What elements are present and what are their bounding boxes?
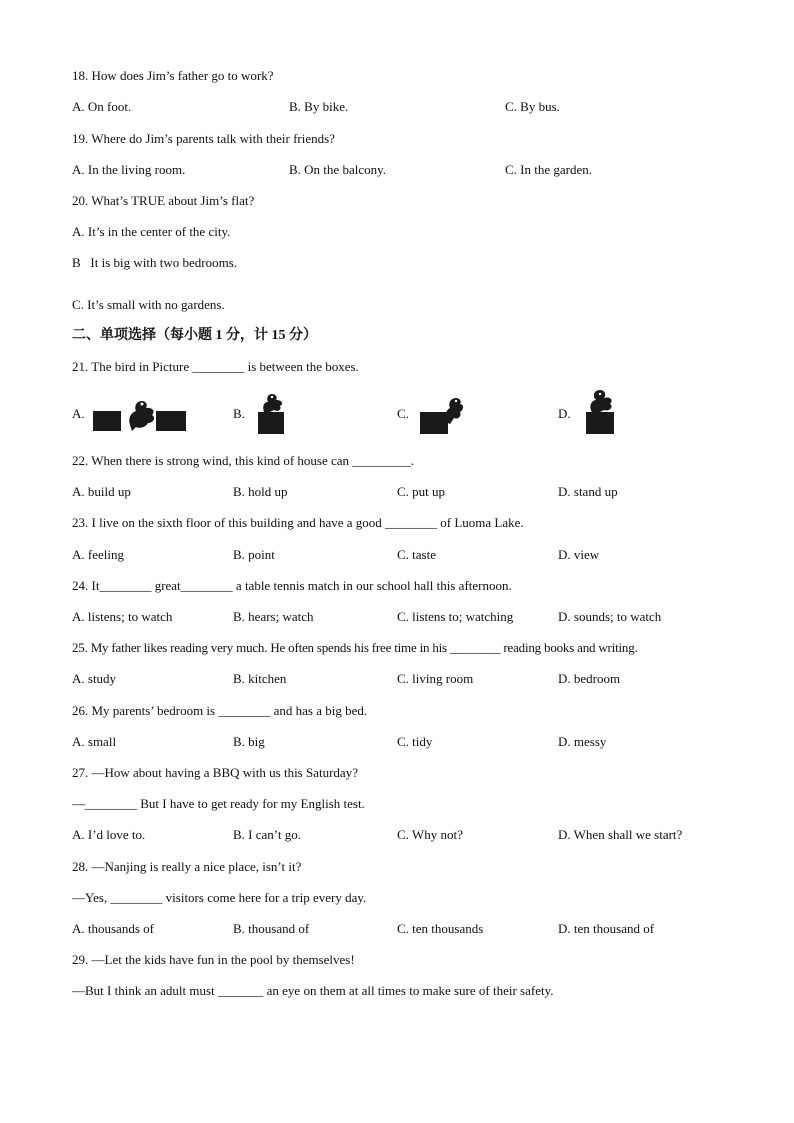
question-29-reply: —But I think an adult must _______ an eye on them at all times to make sure of their safety. bbox=[72, 983, 554, 998]
q25-option-b[interactable]: B. kitchen bbox=[233, 671, 287, 686]
picture-c-bird-beside-box[interactable] bbox=[418, 390, 466, 436]
q26-option-d[interactable]: D. messy bbox=[558, 734, 607, 749]
q25-option-c[interactable]: C. living room bbox=[397, 671, 474, 686]
q19-option-c[interactable]: C. In the garden. bbox=[505, 162, 593, 177]
question-19-stem: 19. Where do Jim’s parents talk with their friends? bbox=[72, 131, 335, 146]
q22-option-d[interactable]: D. stand up bbox=[558, 484, 618, 499]
q25-option-a[interactable]: A. study bbox=[72, 671, 117, 686]
q26-option-c[interactable]: C. tidy bbox=[397, 734, 433, 749]
q21-option-b-label[interactable]: B. bbox=[233, 406, 245, 421]
question-20-stem: 20. What’s TRUE about Jim’s flat? bbox=[72, 193, 255, 208]
section-heading: 二、单项选择（每小题 1 分，计 15 分） bbox=[72, 328, 317, 343]
q26-option-a[interactable]: A. small bbox=[72, 734, 117, 749]
question-18-stem: 18. How does Jim’s father go to work? bbox=[72, 68, 274, 83]
q20-option-b[interactable]: B It is big with two bedrooms. bbox=[72, 255, 238, 270]
q28-option-a[interactable]: A. thousands of bbox=[72, 921, 154, 936]
picture-b-bird-on-box[interactable] bbox=[254, 390, 290, 436]
q24-option-c[interactable]: C. listens to; watching bbox=[397, 609, 514, 624]
q24-option-b[interactable]: B. hears; watch bbox=[233, 609, 314, 624]
question-21-stem: 21. The bird in Picture ________ is between the boxes. bbox=[72, 359, 359, 374]
q24-option-d[interactable]: D. sounds; to watch bbox=[558, 609, 662, 624]
question-23-stem: 23. I live on the sixth floor of this building and have a good ________ of Luoma Lake. bbox=[72, 515, 524, 530]
q27-option-c[interactable]: C. Why not? bbox=[397, 827, 463, 842]
question-28-stem: 28. —Nanjing is really a nice place, isn’t it? bbox=[72, 859, 302, 874]
q22-option-b[interactable]: B. hold up bbox=[233, 484, 288, 499]
q23-option-a[interactable]: A. feeling bbox=[72, 547, 124, 562]
q19-option-a[interactable]: A. In the living room. bbox=[72, 162, 186, 177]
q18-option-c[interactable]: C. By bus. bbox=[505, 99, 560, 114]
q26-option-b[interactable]: B. big bbox=[233, 734, 265, 749]
q28-option-d[interactable]: D. ten thousand of bbox=[558, 921, 655, 936]
q19-option-b[interactable]: B. On the balcony. bbox=[289, 162, 386, 177]
question-29-stem: 29. —Let the kids have fun in the pool by themselves! bbox=[72, 952, 355, 967]
question-28-reply: —Yes, ________ visitors come here for a trip every day. bbox=[72, 890, 367, 905]
question-26-stem: 26. My parents’ bedroom is ________ and has a big bed. bbox=[72, 703, 368, 718]
q20-option-a[interactable]: A. It’s in the center of the city. bbox=[72, 224, 231, 239]
q27-option-d[interactable]: D. When shall we start? bbox=[558, 827, 683, 842]
q24-option-a[interactable]: A. listens; to watch bbox=[72, 609, 173, 624]
q20-option-c[interactable]: C. It’s small with no gardens. bbox=[72, 297, 225, 312]
picture-d-bird-on-box[interactable] bbox=[580, 388, 620, 436]
q25-option-d[interactable]: D. bedroom bbox=[558, 671, 621, 686]
q28-option-c[interactable]: C. ten thousands bbox=[397, 921, 484, 936]
question-27-reply: —________ But I have to get ready for my English test. bbox=[72, 796, 365, 811]
q18-option-a[interactable]: A. On foot. bbox=[72, 99, 132, 114]
q23-option-c[interactable]: C. taste bbox=[397, 547, 436, 562]
q27-option-a[interactable]: A. I’d love to. bbox=[72, 827, 146, 842]
question-24-stem: 24. It________ great________ a table tennis match in our school hall this afternoon. bbox=[72, 578, 512, 593]
q21-option-a-label[interactable]: A. bbox=[72, 406, 85, 421]
q27-option-b[interactable]: B. I can’t go. bbox=[233, 827, 301, 842]
q22-option-c[interactable]: C. put up bbox=[397, 484, 446, 499]
q18-option-b[interactable]: B. By bike. bbox=[289, 99, 349, 114]
question-22-stem: 22. When there is strong wind, this kind of house can _________. bbox=[72, 453, 415, 468]
picture-a-bird-between-boxes[interactable] bbox=[90, 395, 190, 433]
q23-option-d[interactable]: D. view bbox=[558, 547, 600, 562]
question-27-stem: 27. —How about having a BBQ with us this Saturday? bbox=[72, 765, 358, 780]
q23-option-b[interactable]: B. point bbox=[233, 547, 275, 562]
box-left bbox=[93, 411, 121, 431]
q21-option-d-label[interactable]: D. bbox=[558, 406, 571, 421]
q22-option-a[interactable]: A. build up bbox=[72, 484, 131, 499]
q28-option-b[interactable]: B. thousand of bbox=[233, 921, 310, 936]
box-right bbox=[156, 411, 186, 431]
question-25-stem: 25. My father likes reading very much. He often spends his free time in his ________ reading books and writing. bbox=[72, 640, 638, 655]
q21-option-c-label[interactable]: C. bbox=[397, 406, 409, 421]
bird bbox=[129, 401, 154, 431]
